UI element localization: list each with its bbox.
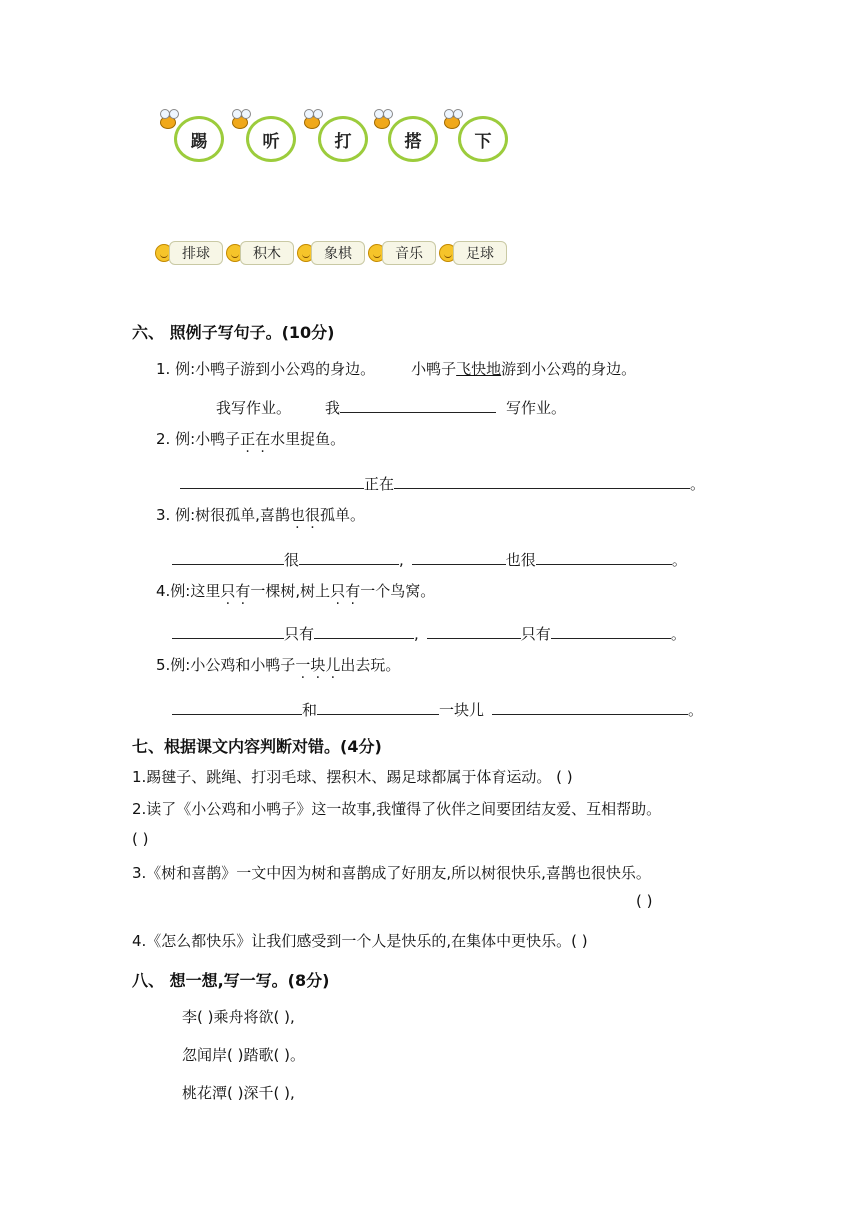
fill-blank[interactable]: [172, 698, 302, 715]
comma: ,: [399, 551, 404, 569]
fill-blank[interactable]: [314, 622, 414, 639]
fill-blank[interactable]: [299, 548, 399, 565]
noun-label: 排球: [169, 241, 223, 265]
q7-4: 4.《怎么都快乐》让我们感受到一个人是快乐的,在集体中更快乐。( ): [132, 932, 588, 950]
section-eight-title: 八、 想一想,写一写。(8分): [132, 971, 330, 990]
q6-1-example: [156, 358, 636, 379]
q6-3-text-a: 3. 例:树很孤单,喜鹊: [156, 506, 290, 524]
q6-3-example: [156, 504, 365, 525]
q6-1-answer-a: 小鸭子: [411, 360, 457, 378]
noun-tag: [439, 236, 507, 270]
verb-label: 听: [246, 116, 296, 162]
dotted-char: 一: [295, 656, 311, 674]
verb-bubble: [230, 108, 312, 164]
dotted-char: 有: [235, 582, 251, 600]
noun-label: 足球: [453, 241, 507, 265]
period: 。: [671, 551, 687, 569]
q6-4-task: [172, 622, 686, 644]
fill-blank[interactable]: [551, 622, 671, 639]
q6-1-task-subject: 我: [325, 399, 341, 417]
bee-wing: [169, 109, 179, 119]
q6-1-prefix: 1. 例:小鸭子游到小公鸡的身边。: [156, 360, 376, 378]
q7-1: 1.踢毽子、跳绳、打羽毛球、摆积木、踢足球都属于体育运动。 ( ): [132, 768, 573, 786]
noun-label: 积木: [240, 241, 294, 265]
verb-bubble: [442, 108, 524, 164]
dotted-char: 块: [310, 656, 326, 674]
q6-4-text-c: 一个鸟窝。: [360, 582, 436, 600]
poem-line-1[interactable]: 李( )乘舟将欲( ),: [182, 1008, 295, 1026]
dotted-char: 在: [255, 430, 271, 448]
bee-wing: [383, 109, 393, 119]
noun-tag: [155, 236, 223, 270]
q6-1-underlined-word: 飞快地: [456, 360, 502, 378]
fill-blank[interactable]: [340, 396, 496, 413]
verb-label: 打: [318, 116, 368, 162]
poem-line-2[interactable]: 忽闻岸( )踏歌( )。: [182, 1046, 305, 1064]
dotted-char: 有: [345, 582, 361, 600]
q6-1-task-rest: 写作业。: [506, 399, 567, 417]
q6-2-text-a: 2. 例:小鸭子: [156, 430, 241, 448]
q7-3-answer-paren[interactable]: ( ): [636, 892, 653, 910]
q6-2-text-b: 水里捉鱼。: [270, 430, 346, 448]
q6-2-keyword: 正在: [364, 475, 395, 493]
noun-tag: [368, 236, 436, 270]
fill-blank[interactable]: [492, 698, 688, 715]
verb-bubble: [158, 108, 240, 164]
q6-3-keyword-1: 很: [284, 551, 300, 569]
fill-blank[interactable]: [180, 472, 364, 489]
bee-wing: [453, 109, 463, 119]
poem-line-3[interactable]: 桃花潭( )深千( ),: [182, 1084, 295, 1102]
verb-label: 踢: [174, 116, 224, 162]
verb-label: 下: [458, 116, 508, 162]
q6-1-task-sentence: 我写作业。: [216, 399, 292, 417]
section-seven-title: 七、根据课文内容判断对错。(4分): [132, 737, 382, 756]
q7-2: 2.读了《小公鸡和小鸭子》这一故事,我懂得了伙伴之间要团结友爱、互相帮助。: [132, 800, 662, 818]
period: 。: [688, 701, 704, 719]
dotted-char: 儿: [325, 656, 341, 674]
verb-label: 搭: [388, 116, 438, 162]
fill-blank[interactable]: [317, 698, 439, 715]
q6-4-text-b: 一棵树,树上: [250, 582, 331, 600]
q6-5-keyword-1: 和: [302, 701, 318, 719]
q6-4-text-a: 4.例:这里: [156, 582, 221, 600]
bee-wing: [241, 109, 251, 119]
q6-2-example: [156, 428, 345, 449]
fill-blank[interactable]: [172, 548, 284, 565]
q6-4-example: [156, 580, 435, 601]
q6-1-task: [216, 396, 566, 418]
q6-5-text-b: 出去玩。: [340, 656, 401, 674]
fill-blank[interactable]: [536, 548, 672, 565]
q6-4-keyword-1: 只有: [284, 625, 315, 643]
dotted-char: 只: [330, 582, 346, 600]
fill-blank[interactable]: [172, 622, 284, 639]
noun-tag: [297, 236, 365, 270]
dotted-char: 正: [240, 430, 256, 448]
q6-3-keyword-2: 也很: [505, 551, 536, 569]
q6-2-task: [180, 472, 705, 494]
noun-tag: [226, 236, 294, 270]
period: 。: [670, 625, 686, 643]
q7-3: 3.《树和喜鹊》一文中因为树和喜鹊成了好朋友,所以树很快乐,喜鹊也很快乐。: [132, 864, 651, 882]
q6-5-keyword-2: 一块儿: [439, 701, 485, 719]
q6-5-task: [172, 698, 703, 720]
q6-3-text-b: 孤单。: [319, 506, 365, 524]
section-six-title: 六、 照例子写句子。(10分): [132, 323, 335, 342]
noun-label: 音乐: [382, 241, 436, 265]
q6-5-example: [156, 654, 400, 675]
comma: ,: [414, 625, 419, 643]
q6-5-text-a: 5.例:小公鸡和小鸭子: [156, 656, 296, 674]
q6-1-answer-b: 游到小公鸡的身边。: [501, 360, 637, 378]
fill-blank[interactable]: [412, 548, 506, 565]
fill-blank[interactable]: [394, 472, 690, 489]
period: 。: [690, 475, 706, 493]
dotted-char: 也: [289, 506, 305, 524]
dotted-char: 很: [304, 506, 320, 524]
q6-3-task: [172, 548, 687, 570]
fill-blank[interactable]: [427, 622, 521, 639]
q6-4-keyword-2: 只有: [520, 625, 551, 643]
dotted-char: 只: [220, 582, 236, 600]
bee-wing: [313, 109, 323, 119]
q7-2-answer-paren[interactable]: ( ): [132, 830, 149, 848]
noun-label: 象棋: [311, 241, 365, 265]
